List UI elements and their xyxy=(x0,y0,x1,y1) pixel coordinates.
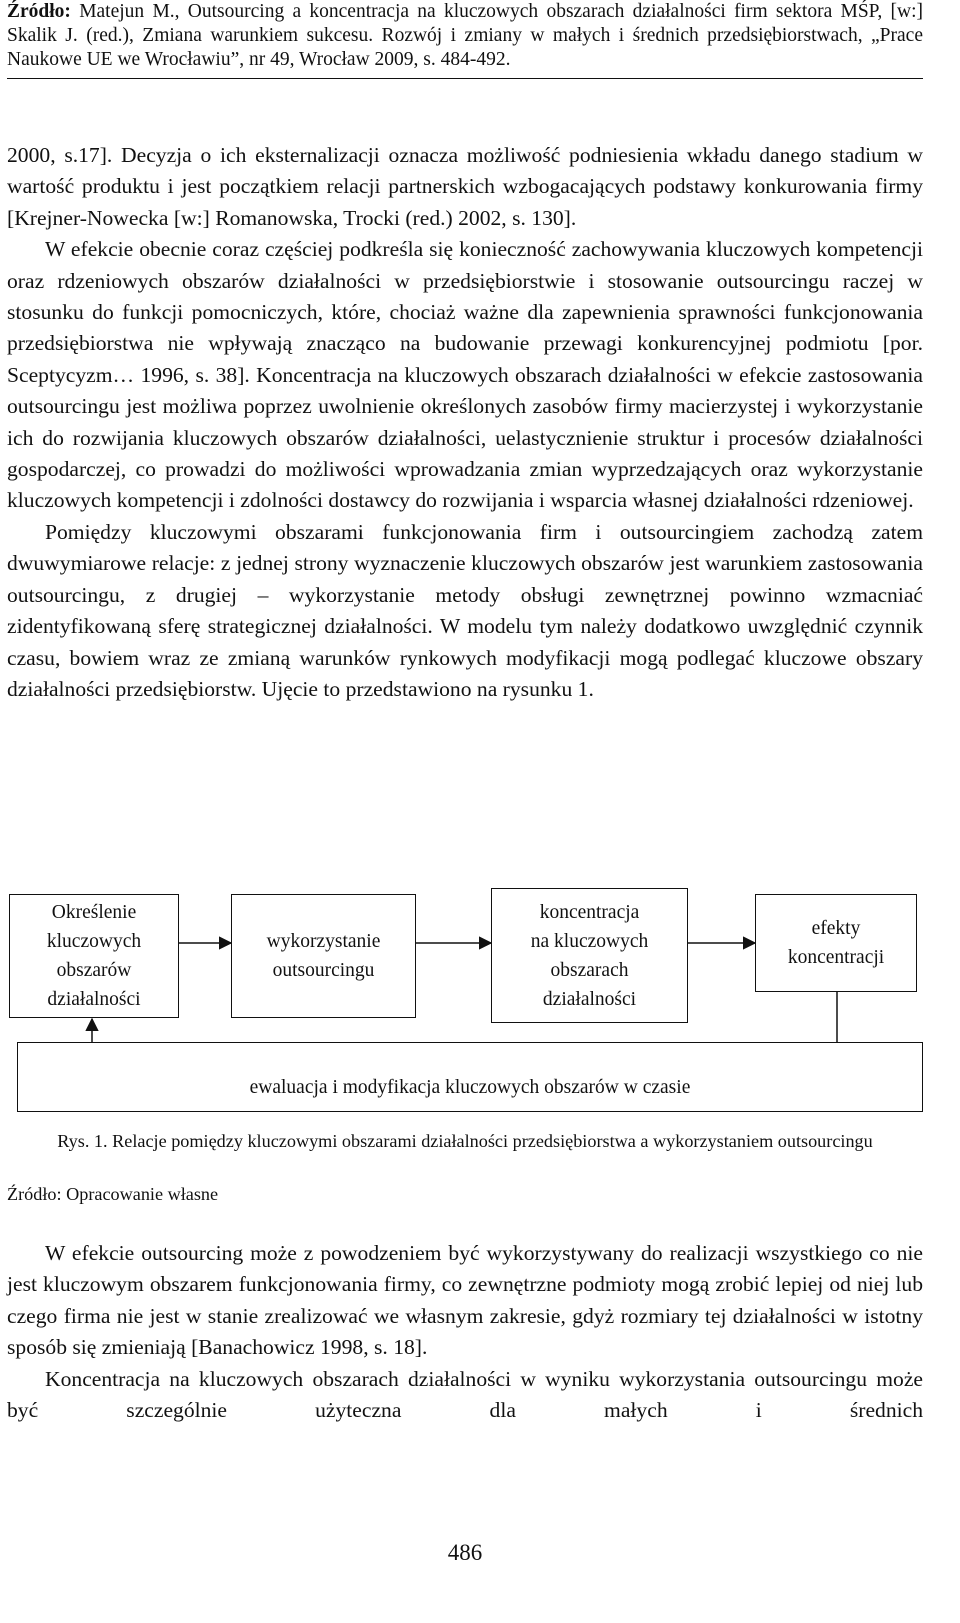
box-line: działalności xyxy=(542,988,637,1010)
figure-source: Źródło: Opracowanie własne xyxy=(7,1184,219,1204)
figure-caption: Rys. 1. Relacje pomiędzy kluczowymi obszarami działalności przedsiębiorstwa a wykorzystaniem outsourcingu xyxy=(57,1131,873,1151)
feedback-label: ewaluacja i modyfikacja kluczowych obszarów w czasie xyxy=(249,1077,691,1098)
box-line: efekty xyxy=(811,918,861,939)
figure-diagram xyxy=(7,880,923,1100)
box-concentration-effects xyxy=(755,894,917,992)
box-line: obszarach xyxy=(550,959,629,981)
box-line: outsourcingu xyxy=(272,960,375,981)
body-text-bottom xyxy=(7,1238,923,1426)
body-text-top xyxy=(7,140,923,705)
box-line: działalności xyxy=(47,989,141,1010)
paragraph: W efekcie outsourcing może z powodzeniem być wykorzystywany do realizacji wszystkiego co nie jest kluczowym obszarem funkcjonowania firmy, co zewnętrzne podmioty mogą zrobić lepiej od niej lub czego firma nie jest w stanie zrealizować we własnym zakresie, gdyż rozmiary tej działalności w istotny sposób się zmieniają [Banachowicz 1998, s. 18]. xyxy=(7,1241,923,1360)
source-note xyxy=(7,0,923,79)
paragraph: 2000, s.17]. Decyzja o ich eksternalizacji oznacza możliwość podniesienia wkładu danego stadium w wartość produktu i jest początkiem relacji partnerskich wzbogacających podstawy konkurowania firmy [Krejner-Nowecka [w:] Romanowska, Trocki (red.) 2002, s. 130]. xyxy=(7,143,923,230)
box-line: Określenie xyxy=(51,902,137,923)
box-line: koncentracja xyxy=(539,901,640,923)
page-number: 486 xyxy=(447,1540,483,1565)
source-note-label: Źródło: xyxy=(7,1,71,22)
source-note-text: Matejun M., Outsourcing a koncentracja na kluczowych obszarach działalności firm sektora MŚP, [w:] Skalik J. (red.), Zmiana warunkiem sukcesu. Rozwój i zmiany w małych i średnich przedsiębiorstwach, „Prace Naukowe UE we Wrocławiu”, nr 49, Wrocław 2009, s. 484-492. xyxy=(7,1,923,70)
box-line: kluczowych xyxy=(46,931,142,952)
feedback-evaluation-box xyxy=(17,1042,923,1112)
paragraph: Pomiędzy kluczowymi obszarami funkcjonowania firm i outsourcingiem zachodzą zatem dwuwymiarowe relacje: z jednej strony wyznaczenie kluczowych obszarów jest warunkiem zastosowania outsourcingu, z drugiej – wykorzystanie metody obsługi zewnętrznej powinno wzmacniać zidentyfikowaną sferę strategicznej działalności. W modelu tym należy dodatkowo uwzględnić czynnik czasu, bowiem wraz ze zmianą warunków rynkowych modyfikacji mogą podlegać kluczowe obszary działalności przedsiębiorstw. Ujęcie to przedstawiono na rysunku 1. xyxy=(7,519,923,701)
box-line: koncentracji xyxy=(787,947,885,968)
box-concentration xyxy=(491,888,688,1023)
paragraph: W efekcie obecnie coraz częściej podkreśla się konieczność zachowywania kluczowych kompetencji oraz rdzeniowych obszarów działalności w przedsiębiorstwie i stosowanie outsourcingu raczej w stosunku do funkcji pomocniczych, które, chociaż ważne dla zapewnienia sprawności funkcjonowania przedsiębiorstwa nie wpływają znacząco na budowanie przewagi konkurencyjnej podmiotu [por. Sceptycyzm… 1996, s. 38]. Koncentracja na kluczowych obszarach działalności w efekcie zastosowania outsourcingu jest możliwa poprzez uwolnienie określonych zasobów firmy macierzystej i wykorzystanie ich do rozwijania kluczowych obszarów działalności, uelastycznienie struktur i procesów działalności gospodarczej, co prowadzi do możliwości wprowadzania zmian wyprzedzających oraz wykorzystanie kluczowych kompetencji i zdolności dostawcy do rozwijania i wsparcia własnej działalności rdzeniowej. xyxy=(7,237,923,513)
box-define-key-areas xyxy=(9,894,179,1018)
paragraph: Koncentracja na kluczowych obszarach działalności w wyniku wykorzystania outsourcingu może być szczególnie użyteczna dla małych i średnich xyxy=(7,1366,923,1423)
box-line: na kluczowych xyxy=(530,930,649,952)
box-line: obszarów xyxy=(56,960,132,981)
box-use-outsourcing xyxy=(231,894,416,1018)
box-line: wykorzystanie xyxy=(266,931,381,952)
